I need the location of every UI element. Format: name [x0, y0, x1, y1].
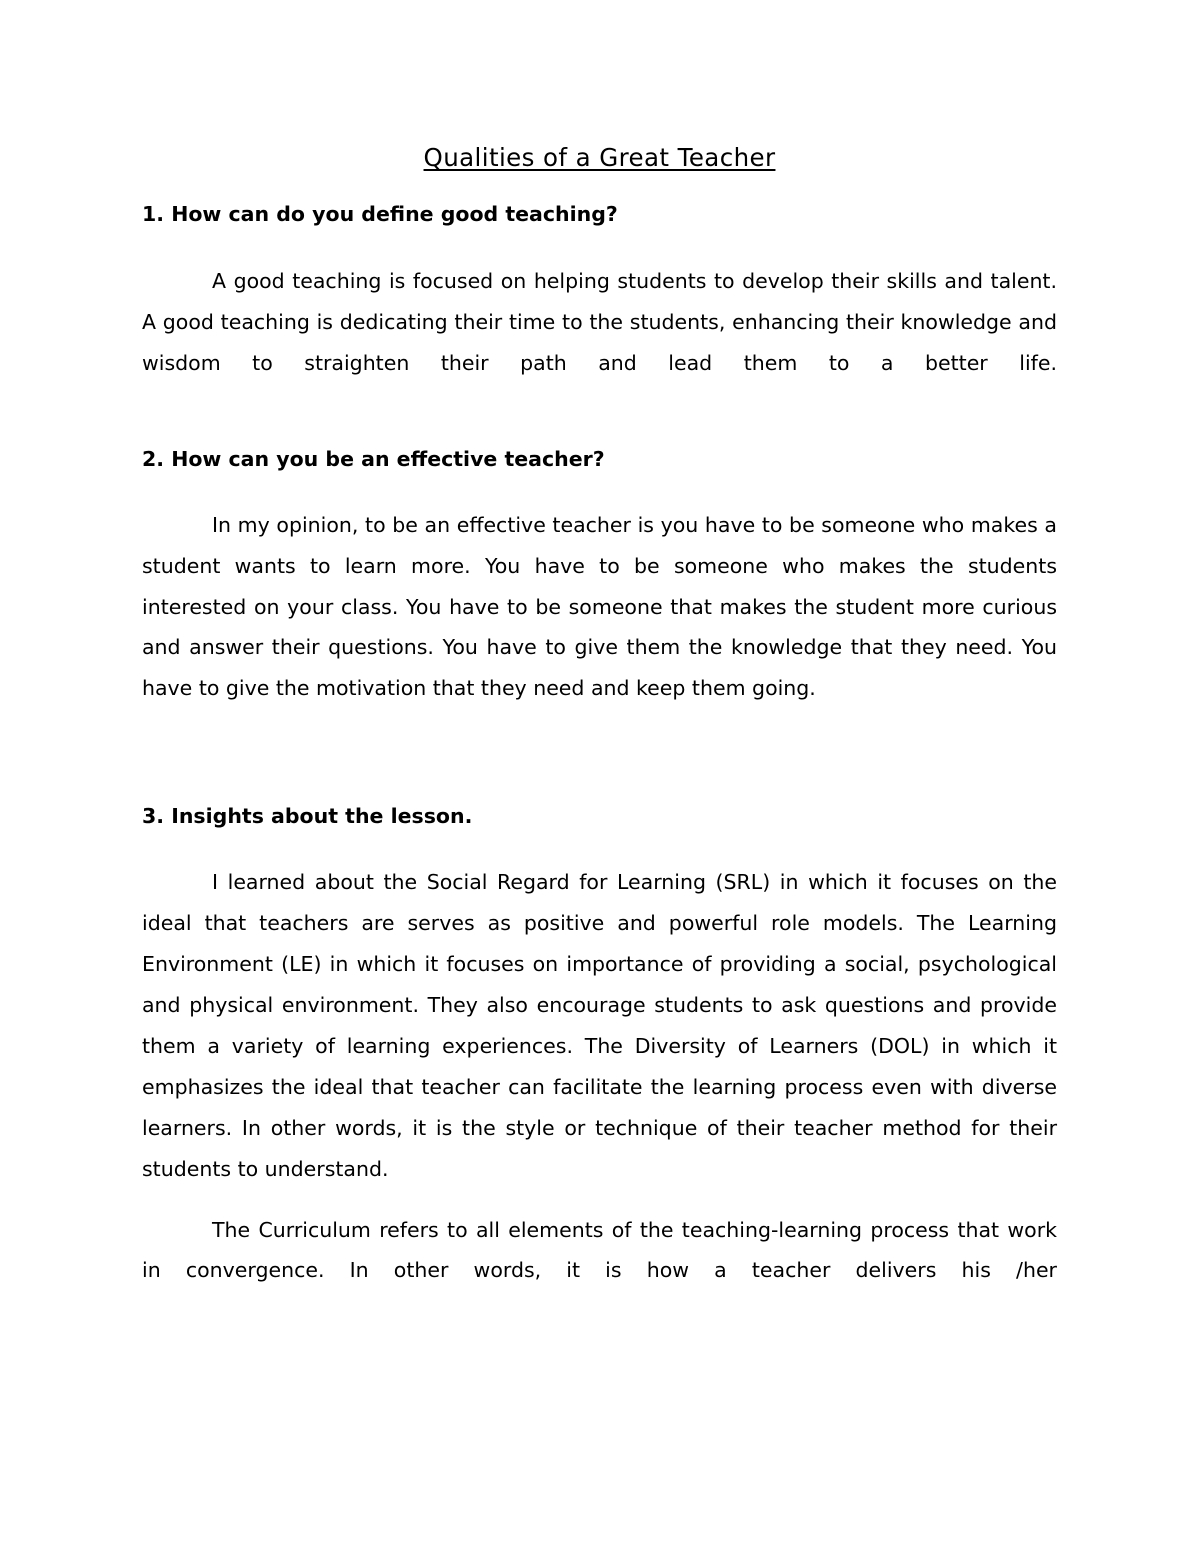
section-heading-3: 3. Insights about the lesson.: [142, 804, 473, 829]
section-heading-2: 2. How can you be an effective teacher?: [142, 446, 605, 471]
document-title: Qualities of a Great Teacher: [423, 143, 776, 172]
section-2-paragraph-1: In my opinion, to be an effective teacher is you have to be someone who makes a student wants to learn more. You have to be someone who makes the students interested on your class. You have to be someone that makes the student more curious and answer their questions. You have to give them the knowledge that they need. You have to give the motivation that they need and keep them going.: [142, 512, 1057, 701]
section-1-paragraph-1: A good teaching is focused on helping students to develop their skills and talent. A good teaching is dedicating their time to the students, enhancing their knowledge and wisdom to straighten their path and lead them to a better life.: [142, 269, 1057, 375]
document-body: [142, 136, 1057, 1291]
section-heading-1: 1. How can do you define good teaching?: [142, 202, 618, 226]
section-3-paragraph-2: The Curriculum refers to all elements of the teaching-learning process that work in convergence. In other words, it is how a teacher delivers his /her: [142, 1217, 1057, 1283]
section-3-paragraph-1: I learned about the Social Regard for Learning (SRL) in which it focuses on the ideal that teachers are serves as positive and powerful role models. The Learning Environment (LE) in which it focuses on importance of providing a social, psychological and physical environment. They also encourage students to ask questions and provide them a variety of learning experiences. The Diversity of Learners (DOL) in which it emphasizes the ideal that teacher can facilitate the learning process even with diverse learners. In other words, it is the style or technique of their teacher method for their students to understand.: [142, 870, 1057, 1181]
